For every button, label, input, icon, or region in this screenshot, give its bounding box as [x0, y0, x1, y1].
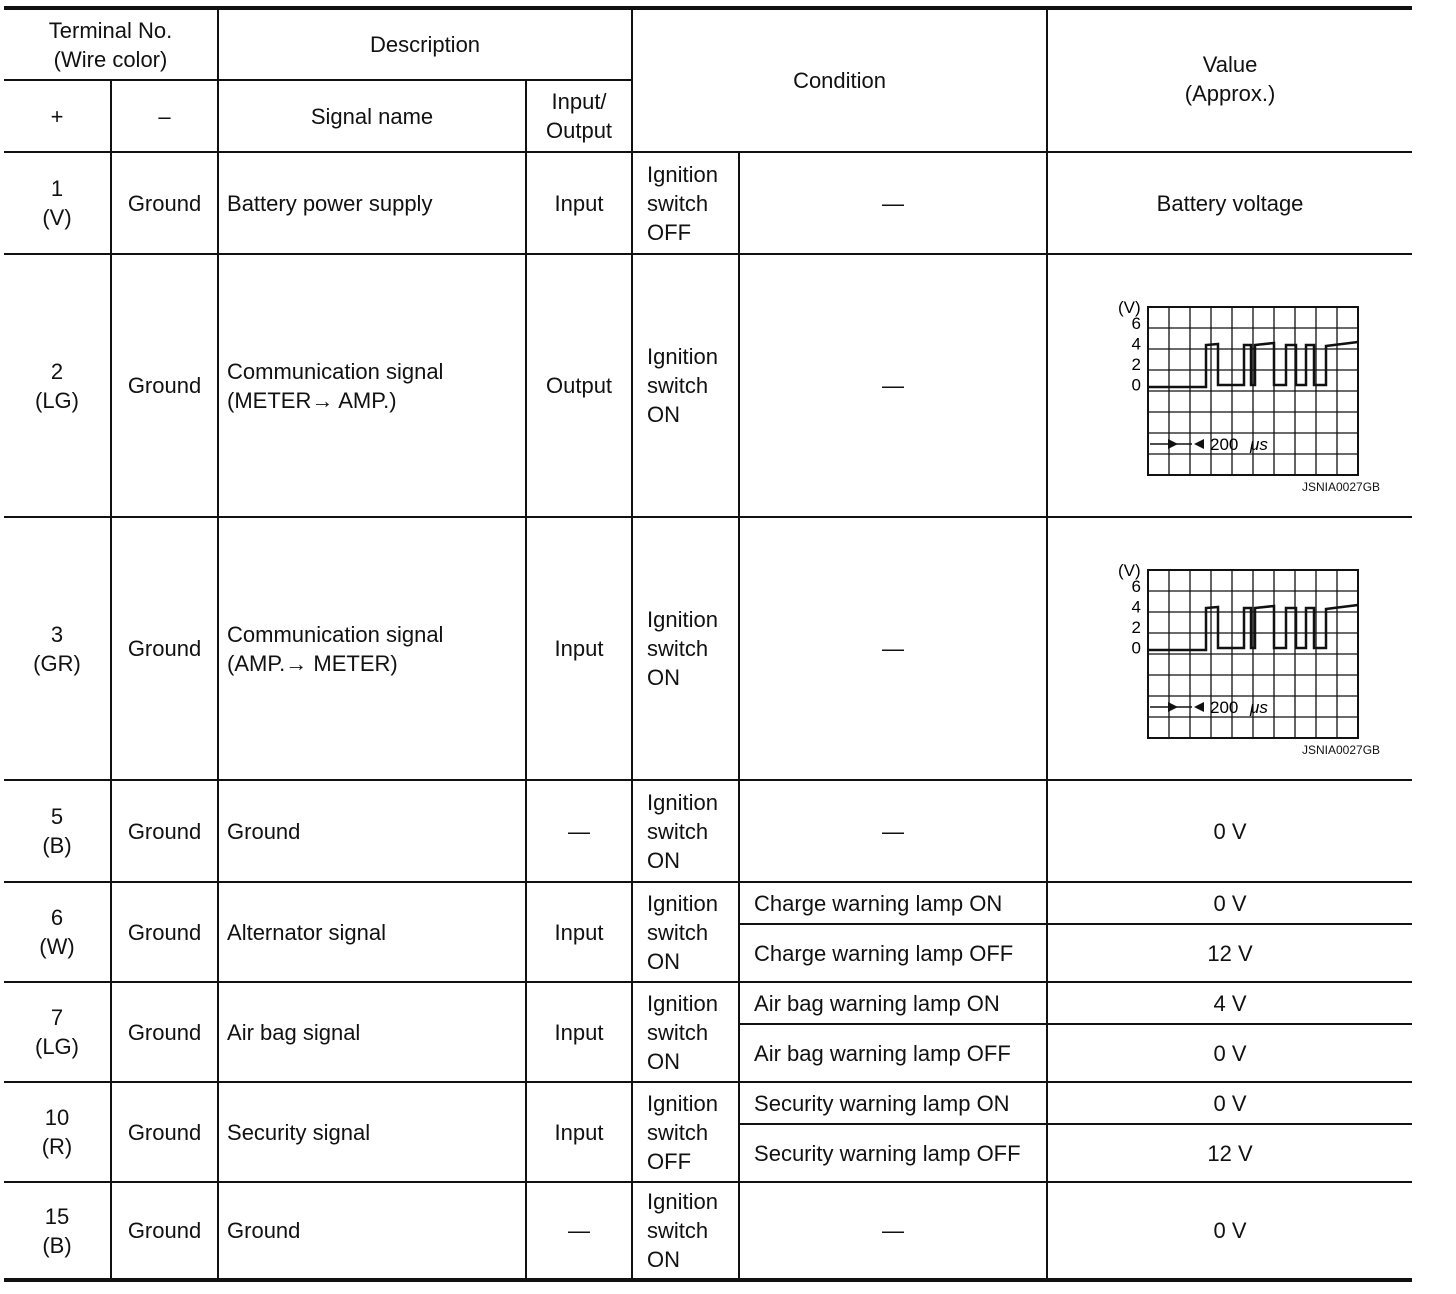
- table-row: [4, 152, 1412, 254]
- ground-cell: Ground: [111, 1082, 218, 1182]
- ignition-cell: Ignition switch ON: [632, 254, 739, 517]
- ground-cell: Ground: [111, 517, 218, 780]
- ignition-cell: Ignition switch ON: [632, 982, 739, 1082]
- y-tick-label: 6: [1131, 576, 1142, 596]
- io-cell: —: [526, 1182, 632, 1280]
- table-row: [4, 1182, 1412, 1280]
- terminal-cell: 3 (GR): [4, 517, 111, 780]
- condition-cell: —: [739, 152, 1047, 254]
- io-cell: Input: [526, 1082, 632, 1182]
- terminal-table: [4, 6, 1412, 1282]
- ignition-cell: Ignition switch ON: [632, 517, 739, 780]
- condition-cell: Security warning lamp ON: [739, 1082, 1047, 1124]
- io-cell: Output: [526, 254, 632, 517]
- value-cell: 0 V: [1047, 1182, 1412, 1280]
- value-cell: 0 V: [1047, 1082, 1412, 1124]
- table-row: [4, 1082, 1412, 1124]
- signal-name-cell: Security signal: [218, 1082, 526, 1182]
- terminal-cell: 10 (R): [4, 1082, 111, 1182]
- signal-name-cell: Ground: [218, 1182, 526, 1280]
- signal-name-cell: Alternator signal: [218, 882, 526, 982]
- header-terminal-no: Terminal No. (Wire color): [4, 8, 218, 80]
- signal-name-cell: Communication signal (AMP.→ METER): [218, 517, 526, 780]
- table-row: [4, 982, 1412, 1024]
- time-scale-label: 200: [1210, 434, 1239, 454]
- io-cell: Input: [526, 982, 632, 1082]
- condition-cell: —: [739, 517, 1047, 780]
- y-tick-label: 0: [1131, 638, 1142, 657]
- ground-cell: Ground: [111, 882, 218, 982]
- arrow-left-icon: [1194, 702, 1204, 712]
- condition-cell: —: [739, 1182, 1047, 1280]
- ground-cell: Ground: [111, 254, 218, 517]
- table-row: [4, 517, 1412, 780]
- ground-cell: Ground: [111, 152, 218, 254]
- ignition-cell: Ignition switch OFF: [632, 152, 739, 254]
- signal-name-cell: Ground: [218, 780, 526, 882]
- value-cell: 12 V: [1047, 924, 1412, 982]
- header-input-output: Input/ Output: [526, 80, 632, 152]
- ground-cell: Ground: [111, 1182, 218, 1280]
- signal-name-cell: Air bag signal: [218, 982, 526, 1082]
- waveform-chart: [1100, 291, 1360, 481]
- y-tick-label: 4: [1131, 334, 1142, 353]
- y-tick-label: 2: [1131, 617, 1142, 637]
- figure-code: JSNIA0027GB: [1302, 743, 1381, 757]
- time-unit-label: μs: [1250, 697, 1268, 717]
- value-cell: 4 V: [1047, 982, 1412, 1024]
- table-row: [4, 254, 1412, 517]
- signal-name-cell: Communication signal (METER→ AMP.): [218, 254, 526, 517]
- waveform-cell: [1047, 517, 1412, 780]
- signal-name-cell: Battery power supply: [218, 152, 526, 254]
- ground-cell: Ground: [111, 982, 218, 1082]
- figure-code: JSNIA0027GB: [1302, 480, 1381, 494]
- condition-cell: Air bag warning lamp ON: [739, 982, 1047, 1024]
- condition-cell: Charge warning lamp ON: [739, 882, 1047, 924]
- terminal-cell: 15 (B): [4, 1182, 111, 1280]
- terminal-cell: 6 (W): [4, 882, 111, 982]
- ignition-cell: Ignition switch ON: [632, 1182, 739, 1280]
- time-scale-label: 200: [1210, 697, 1239, 717]
- table-row: [4, 780, 1412, 882]
- y-unit-label: (V): [1118, 560, 1141, 580]
- condition-cell: Charge warning lamp OFF: [739, 924, 1047, 982]
- header-plus: +: [4, 80, 111, 152]
- terminal-cell: 7 (LG): [4, 982, 111, 1082]
- arrow-right-icon: [1168, 702, 1178, 712]
- y-tick-label: 0: [1131, 375, 1142, 394]
- header-value: Value (Approx.): [1047, 8, 1412, 152]
- value-cell: 12 V: [1047, 1124, 1412, 1182]
- y-tick-label: 6: [1131, 313, 1142, 333]
- header-condition: Condition: [632, 8, 1047, 152]
- value-cell: 0 V: [1047, 780, 1412, 882]
- y-unit-label: (V): [1118, 297, 1141, 317]
- ignition-cell: Ignition switch ON: [632, 882, 739, 982]
- io-cell: Input: [526, 152, 632, 254]
- time-unit-label: μs: [1250, 434, 1268, 454]
- condition-cell: —: [739, 254, 1047, 517]
- waveform-chart: [1100, 554, 1360, 744]
- io-cell: Input: [526, 517, 632, 780]
- ignition-cell: Ignition switch OFF: [632, 1082, 739, 1182]
- terminal-cell: 2 (LG): [4, 254, 111, 517]
- value-cell: 0 V: [1047, 1024, 1412, 1082]
- condition-cell: Security warning lamp OFF: [739, 1124, 1047, 1182]
- header-signal-name: Signal name: [218, 80, 526, 152]
- waveform-cell: [1047, 254, 1412, 517]
- header-description: Description: [218, 8, 632, 80]
- terminal-cell: 1 (V): [4, 152, 111, 254]
- ground-cell: Ground: [111, 780, 218, 882]
- io-cell: —: [526, 780, 632, 882]
- arrow-right-icon: [1168, 439, 1178, 449]
- ignition-cell: Ignition switch ON: [632, 780, 739, 882]
- header-minus: –: [111, 80, 218, 152]
- condition-cell: Air bag warning lamp OFF: [739, 1024, 1047, 1082]
- terminal-cell: 5 (B): [4, 780, 111, 882]
- io-cell: Input: [526, 882, 632, 982]
- value-cell: Battery voltage: [1047, 152, 1412, 254]
- y-tick-label: 4: [1131, 597, 1142, 616]
- condition-cell: —: [739, 780, 1047, 882]
- table-row: [4, 882, 1412, 924]
- arrow-left-icon: [1194, 439, 1204, 449]
- value-cell: 0 V: [1047, 882, 1412, 924]
- y-tick-label: 2: [1131, 354, 1142, 374]
